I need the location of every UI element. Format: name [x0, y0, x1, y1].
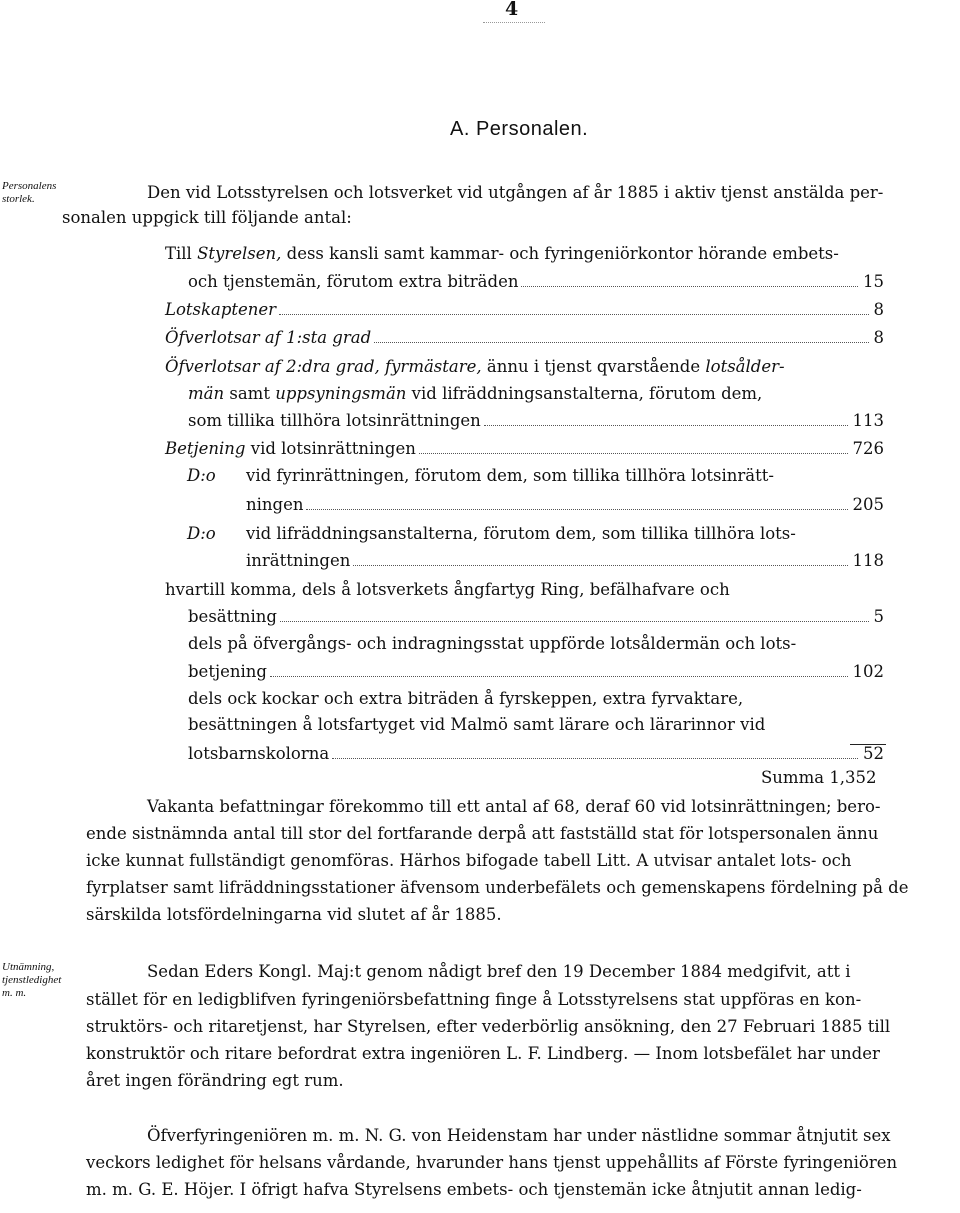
leader-dots: [419, 452, 848, 454]
text: samt: [224, 384, 276, 403]
paragraph-line: veckors ledighet för helsans vårdande, hvarunder hans tjenst uppehållits af Förste fyringeniören: [86, 1153, 898, 1172]
text: vid lifräddningsanstalterna, förutom dem,: [406, 384, 763, 403]
intro-line: sonalen uppgick till följande antal:: [62, 208, 352, 227]
count-value: 52: [863, 744, 884, 763]
leader-dots: [280, 620, 869, 622]
count-label: inrättningen: [246, 551, 351, 570]
ditto-mark: D:o: [187, 524, 216, 543]
text: uppsyningsmän: [275, 384, 407, 403]
summa-label: Summa: [761, 768, 825, 787]
text: Öfverlotsar af 2:dra grad, fyrmästare,: [165, 357, 482, 376]
margin-note-line: m. m.: [2, 987, 27, 999]
count-value: 118: [852, 551, 884, 570]
ditto-line: vid fyrinrättningen, förutom dem, som tillika tillhöra lotsinrätt-: [246, 466, 774, 485]
leader-dots: [484, 424, 848, 426]
text: Till: [165, 244, 198, 263]
margin-note-personalens-storlek: [2, 180, 56, 206]
count-value: 113: [852, 411, 884, 430]
styrelsen-line: [165, 242, 839, 266]
paragraph-line: icke kunnat fullständigt genomföras. Härhos bifogade tabell Litt. A utvisar antalet lots- och: [86, 851, 852, 870]
count-row: [188, 409, 884, 433]
ofverlotsar-line: [188, 382, 762, 406]
leader-dots: [521, 285, 858, 287]
leader-dots: [279, 313, 868, 315]
paragraph-line: Sedan Eders Kongl. Maj:t genom nådigt bref den 19 December 1884 medgifvit, att i: [147, 962, 851, 981]
summa-row: [761, 766, 877, 790]
text: vid lotsinrättningen: [245, 439, 416, 458]
text: Betjening: [165, 439, 246, 458]
paragraph-line: särskilda lotsfördelningarna vid slutet af år 1885.: [86, 905, 502, 924]
margin-note-line: Personalens: [2, 180, 57, 192]
count-label: lotsbarnskolorna: [188, 744, 330, 763]
count-row: [165, 437, 884, 461]
count-value: 8: [873, 328, 884, 347]
paragraph-line: fyrplatser samt lifräddningsstationer äfvensom underbefälets och gemenskapens fördelning på de: [86, 878, 909, 897]
count-label: ningen: [246, 495, 304, 514]
margin-note-line: Utnämning,: [2, 961, 55, 973]
ditto-line: vid lifräddningsanstalterna, förutom dem, som tillika tillhöra lots-: [246, 524, 796, 543]
count-label: och tjenstemän, förutom extra biträden: [188, 272, 519, 291]
count-label: besättning: [188, 607, 277, 626]
paragraph-line: året ingen förändring egt rum.: [86, 1071, 344, 1090]
margin-note-line: storlek.: [2, 193, 35, 205]
count-row: [188, 742, 884, 766]
text: Styrelsen,: [197, 244, 282, 263]
text: lotsålder-: [705, 357, 785, 376]
count-row: [188, 270, 884, 294]
count-label: [165, 437, 416, 461]
count-value: 726: [852, 439, 884, 458]
count-row: [165, 298, 884, 322]
leader-dots: [332, 757, 858, 759]
text: dess kansli samt kammar- och fyringeniörkontor hörande embets-: [281, 244, 839, 263]
margin-note-utnamning: [2, 961, 61, 1000]
kockar-line: dels ock kockar och extra biträden å fyrskeppen, extra fyrvaktare,: [188, 689, 744, 708]
paragraph-line: struktörs- och ritaretjenst, har Styrelsen, efter vederbörlig ansökning, den 27 Februari 1885 till: [86, 1017, 891, 1036]
leader-dots: [353, 564, 847, 566]
margin-note-line: tjenstledighet: [2, 974, 62, 986]
count-row: [188, 605, 884, 629]
intro-line: Den vid Lotsstyrelsen och lotsverket vid utgången af år 1885 i aktiv tjenst anstälda per-: [147, 183, 884, 202]
section-heading: A. Personalen.: [450, 118, 589, 140]
count-label: Öfverlotsar af 1:sta grad: [165, 328, 372, 347]
header-rule: [483, 22, 545, 23]
count-value: 8: [873, 300, 884, 319]
paragraph-line: Öfverfyringeniören m. m. N. G. von Heidenstam har under nästlidne sommar åtnjutit sex: [147, 1126, 891, 1145]
count-value: 205: [852, 495, 884, 514]
count-value: 102: [852, 662, 884, 681]
count-row: [246, 549, 884, 573]
page-number: 4: [505, 0, 519, 20]
count-value: 5: [873, 607, 884, 626]
paragraph-line: Vakanta befattningar förekommo till ett antal af 68, deraf 60 vid lotsinrättningen; bero-: [147, 797, 881, 816]
paragraph-line: m. m. G. E. Höjer. I öfrigt hafva Styrelsens embets- och tjenstemän icke åtnjutit annan ledig-: [86, 1180, 862, 1199]
count-row: [165, 326, 884, 350]
ofvergangs-line: dels på öfvergångs- och indragningsstat uppförde lotsåldermän och lots-: [188, 634, 797, 653]
paragraph-line: ende sistnämnda antal till stor del fortfarande derpå att fastställd stat för lotspersonalen ännu: [86, 824, 879, 843]
sum-rule: [850, 744, 886, 745]
leader-dots: [270, 675, 848, 677]
count-value: 15: [863, 272, 884, 291]
count-row: [188, 660, 884, 684]
leader-dots: [374, 341, 868, 343]
hvartill-line: hvartill komma, dels å lotsverkets ångfartyg Ring, befälhafvare och: [165, 580, 730, 599]
paragraph-line: stället för en ledigblifven fyringeniörsbefattning finge å Lotsstyrelsens stat uppföras en kon-: [86, 990, 862, 1009]
count-label: Lotskaptener: [165, 300, 277, 319]
paragraph-line: konstruktör och ritare befordrat extra ingeniören L. F. Lindberg. — Inom lotsbefälet har under: [86, 1044, 880, 1063]
count-label: som tillika tillhöra lotsinrättningen: [188, 411, 481, 430]
leader-dots: [306, 508, 847, 510]
ofverlotsar-line: [165, 355, 785, 379]
text: män: [188, 384, 225, 403]
summa-value: 1,352: [829, 768, 877, 787]
ditto-mark: D:o: [187, 466, 216, 485]
kockar-line: besättningen å lotsfartyget vid Malmö samt lärare och lärarinnor vid: [188, 715, 766, 734]
count-label: betjening: [188, 662, 267, 681]
text: ännu i tjenst qvarstående: [481, 357, 706, 376]
count-row: [246, 493, 884, 517]
